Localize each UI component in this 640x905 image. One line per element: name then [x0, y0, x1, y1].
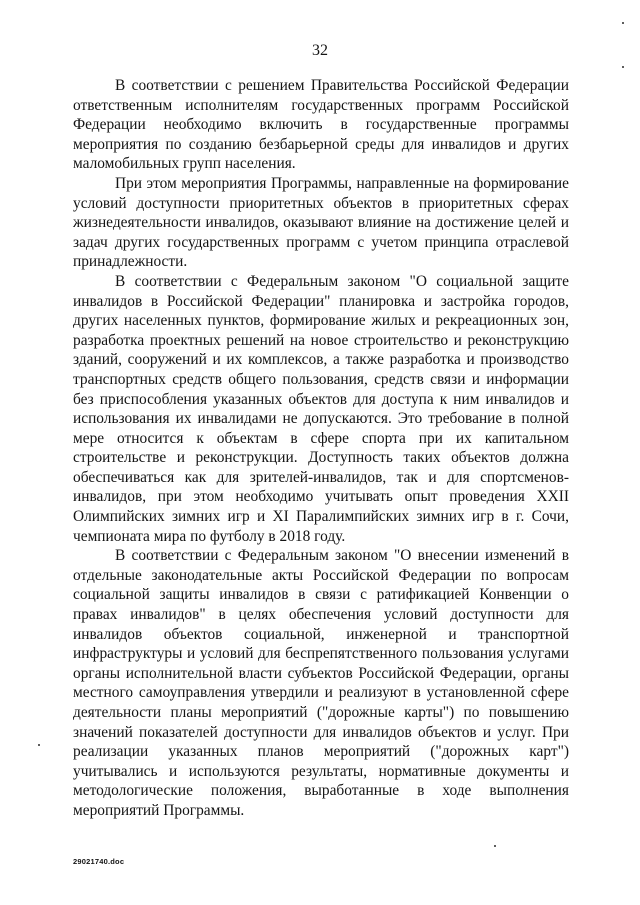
paragraph-2: При этом мероприятия Программы, направленные на формирование условий доступности приоритетных объектов в приоритетных сферах жизнедеятельности инвалидов, оказывают влияние на достижение целей и задач других государственных программ с учетом принципа отраслевой принадлежности.: [73, 174, 569, 271]
scan-speck: [38, 744, 40, 746]
paragraph-4: В соответствии с Федеральным законом "О внесении изменений в отдельные законодательные акты Российской Федерации по вопросам социальной защиты инвалидов в связи с ратификацией Конвенции о правах инвалидов" в целях обеспечения условий доступности для инвалидов объектов социальной, инженерной и транспортной инфраструктуры и условий для беспрепятственного пользования услугами органы исполнительной власти субъектов Российской Федерации, органы местного самоуправления утвердили и реализуют в установленной сфере деятельности планы мероприятий ("дорожные карты") по повышению значений показателей доступности для инвалидов объектов и услуг. При реализации указанных планов мероприятий ("дорожных карт") учитывались и используются результаты, нормативные документы и методологические положения, выработанные в ходе выполнения мероприятий Программы.: [73, 547, 569, 819]
page-number: 32: [312, 42, 328, 59]
scan-speck: [622, 22, 624, 24]
paragraph-3: В соответствии с Федеральным законом "О социальной защите инвалидов в Российской Федерации" планировка и застройка городов, других населенных пунктов, формирование жилых и рекреационных зон, разработка проектных решений на новое строительство и реконструкцию зданий, сооружений и их комплексов, а также разработка и производство транспортных средств общего пользования, средств связи и информации без приспособления указанных объектов для доступа к ним инвалидов и использования их инвалидами не допускаются. Это требование в полной мере относится к объектам в сфере спорта при их капитальном строительстве и реконструкции. Доступность таких объектов должна обеспечиваться как для зрителей-инвалидов, так и для спортсменов-инвалидов, при этом необходимо учитывать опыт проведения XXII Олимпийских зимних игр и XI Паралимпийских зимних игр в г. Сочи, чемпионата мира по футболу в 2018 году.: [73, 272, 569, 545]
file-name-footer: 29021740.doc: [73, 857, 125, 866]
scan-speck: [494, 845, 496, 847]
document-body: [73, 76, 569, 821]
scan-speck: [622, 66, 624, 68]
paragraph-1: В соответствии с решением Правительства Российской Федерации ответственным исполнителям государственных программ Российской Федерации необходимо включить в государственные программы мероприятия по созданию безбарьерной среды для инвалидов и других маломобильных групп населения.: [73, 77, 569, 173]
